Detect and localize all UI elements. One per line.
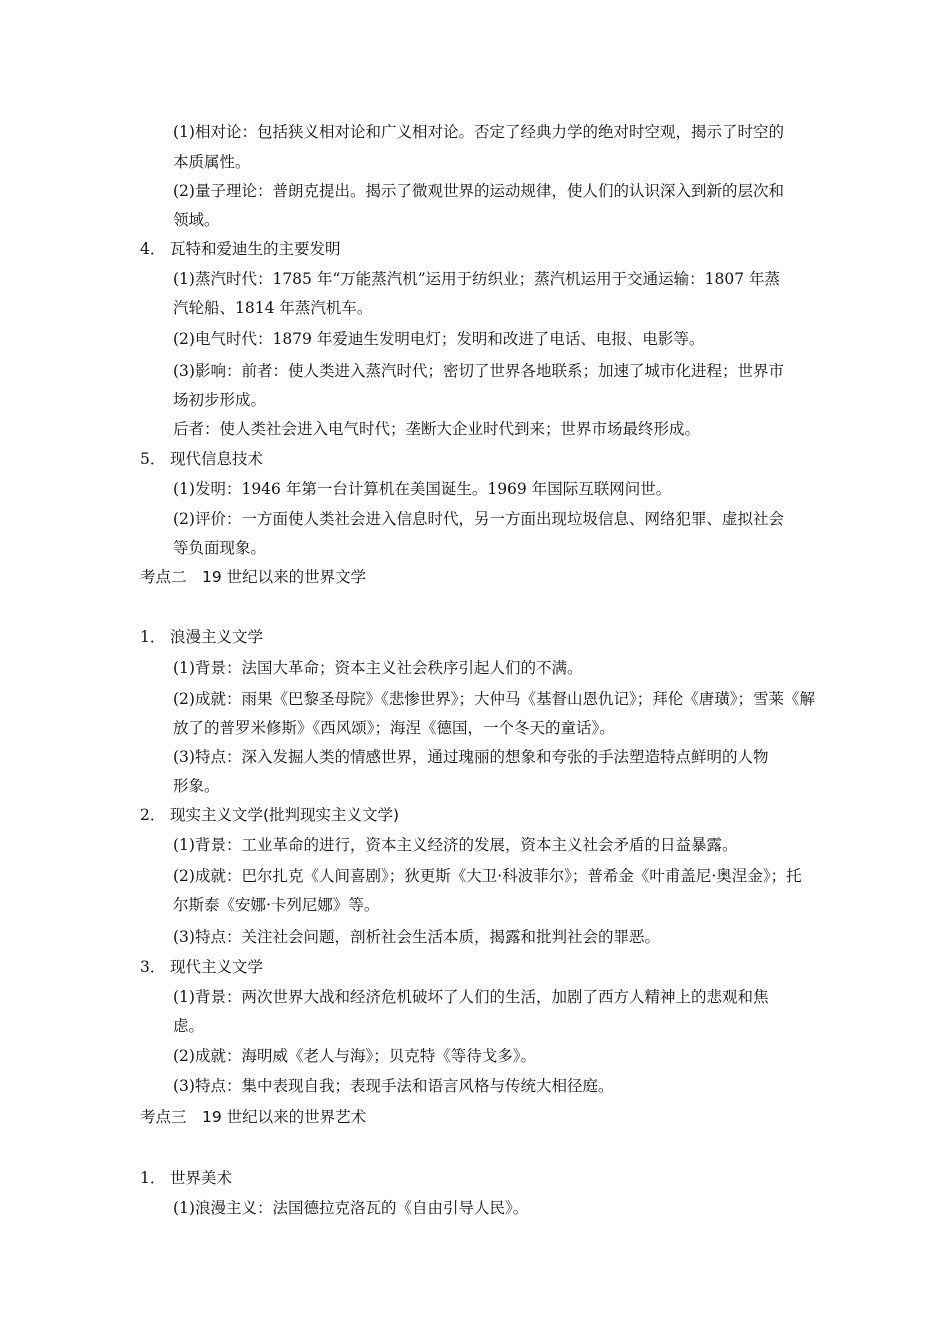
heading-3-1-number: 1． — [140, 1169, 166, 1187]
art-romantic-line: (1)浪漫主义：法国德拉克洛瓦的《自由引导人民》。 — [173, 1199, 529, 1217]
romantic-background-line: (1)背景：法国大革命；资本主义社会秩序引起人们的不满。 — [173, 659, 583, 677]
modern-background-line-1: (1)背景：两次世界大战和经济危机破坏了人们的生活，加剧了西方人精神上的悲观和焦 — [173, 988, 769, 1006]
heading-4-number: 4． — [140, 240, 166, 258]
romantic-achievement-line-1: (2)成就：雨果《巴黎圣母院》《悲惨世界》；大仲马《基督山恩仇记》；拜伦《唐璜》；雪莱《解 — [173, 690, 815, 708]
quantum-line-1: (2)量子理论：普朗克提出。揭示了微观世界的运动规律，使人们的认识深入到新的层次和 — [173, 182, 784, 200]
realism-achievement-line-2: 尔斯泰《安娜·卡列尼娜》等。 — [173, 896, 380, 914]
modern-feature-line: (3)特点：集中表现自我；表现手法和语言风格与传统大相径庭。 — [173, 1077, 614, 1095]
modern-achievement-line: (2)成就：海明威《老人与海》；贝克特《等待戈多》。 — [173, 1047, 536, 1065]
section-2-title: 考点二 19 世纪以来的世界文学 — [140, 568, 367, 586]
heading-4 — [140, 239, 341, 259]
heading-2-1-title: 浪漫主义文学 — [170, 628, 264, 646]
evaluation-line-2: 等负面现象。 — [173, 539, 267, 557]
section-3-title: 考点三 19 世纪以来的世界艺术 — [140, 1108, 367, 1126]
realism-feature-line: (3)特点：关注社会问题，剖析社会生活本质，揭露和批判社会的罪恶。 — [173, 928, 660, 946]
impact-line-3: 后者：使人类社会进入电气时代；垄断大企业时代到来；世界市场最终形成。 — [173, 420, 701, 438]
romantic-feature-line-1: (3)特点：深入发掘人类的情感世界，通过瑰丽的想象和夸张的手法塑造特点鲜明的人物 — [173, 748, 769, 766]
heading-5-title: 现代信息技术 — [170, 450, 264, 468]
evaluation-line-1: (2)评价：一方面使人类社会进入信息时代，另一方面出现垃圾信息、网络犯罪、虚拟社会 — [173, 510, 784, 528]
heading-2-1-number: 1． — [140, 628, 166, 646]
heading-2-2-title: 现实主义文学(批判现实主义文学) — [170, 806, 400, 824]
heading-2-2 — [140, 805, 399, 825]
heading-5-number: 5． — [140, 450, 166, 468]
steam-line-1: (1)蒸汽时代：1785 年“万能蒸汽机”运用于纺织业；蒸汽机运用于交通运输：1807 年蒸 — [173, 270, 781, 288]
heading-4-title: 瓦特和爱迪生的主要发明 — [170, 240, 341, 258]
modern-background-line-2: 虑。 — [173, 1017, 205, 1035]
steam-line-2: 汽轮船、1814 年蒸汽机车。 — [173, 299, 373, 317]
relativity-line-1: (1)相对论：包括狭义相对论和广义相对论。否定了经典力学的绝对时空观，揭示了时空的 — [173, 123, 784, 141]
heading-2-3 — [140, 957, 263, 977]
heading-3-1-title: 世界美术 — [170, 1169, 233, 1187]
realism-background-line: (1)背景：工业革命的进行，资本主义经济的发展，资本主义社会矛盾的日益暴露。 — [173, 836, 738, 854]
impact-line-2: 场初步形成。 — [173, 391, 267, 409]
heading-2-1 — [140, 627, 263, 647]
heading-2-2-number: 2． — [140, 806, 166, 824]
impact-line-1: (3)影响：前者：使人类进入蒸汽时代；密切了世界各地联系；加速了城市化进程；世界市 — [173, 362, 784, 380]
quantum-line-2: 领域。 — [173, 211, 220, 229]
romantic-feature-line-2: 形象。 — [173, 777, 220, 795]
romantic-achievement-line-2: 放了的普罗米修斯》《西风颂》；海涅《德国，一个冬天的童话》。 — [173, 719, 615, 737]
electric-line: (2)电气时代：1879 年爱迪生发明电灯；发明和改进了电话、电报、电影等。 — [173, 330, 705, 348]
heading-3-1 — [140, 1168, 232, 1188]
invention-line: (1)发明：1946 年第一台计算机在美国诞生。1969 年国际互联网问世。 — [173, 480, 672, 498]
relativity-line-2: 本质属性。 — [173, 153, 251, 171]
heading-2-3-title: 现代主义文学 — [170, 958, 264, 976]
realism-achievement-line-1: (2)成就：巴尔扎克《人间喜剧》；狄更斯《大卫·科波菲尔》；普希金《叶甫盖尼·奥涅金》；托 — [173, 867, 802, 885]
heading-5 — [140, 449, 263, 469]
heading-2-3-number: 3． — [140, 958, 166, 976]
